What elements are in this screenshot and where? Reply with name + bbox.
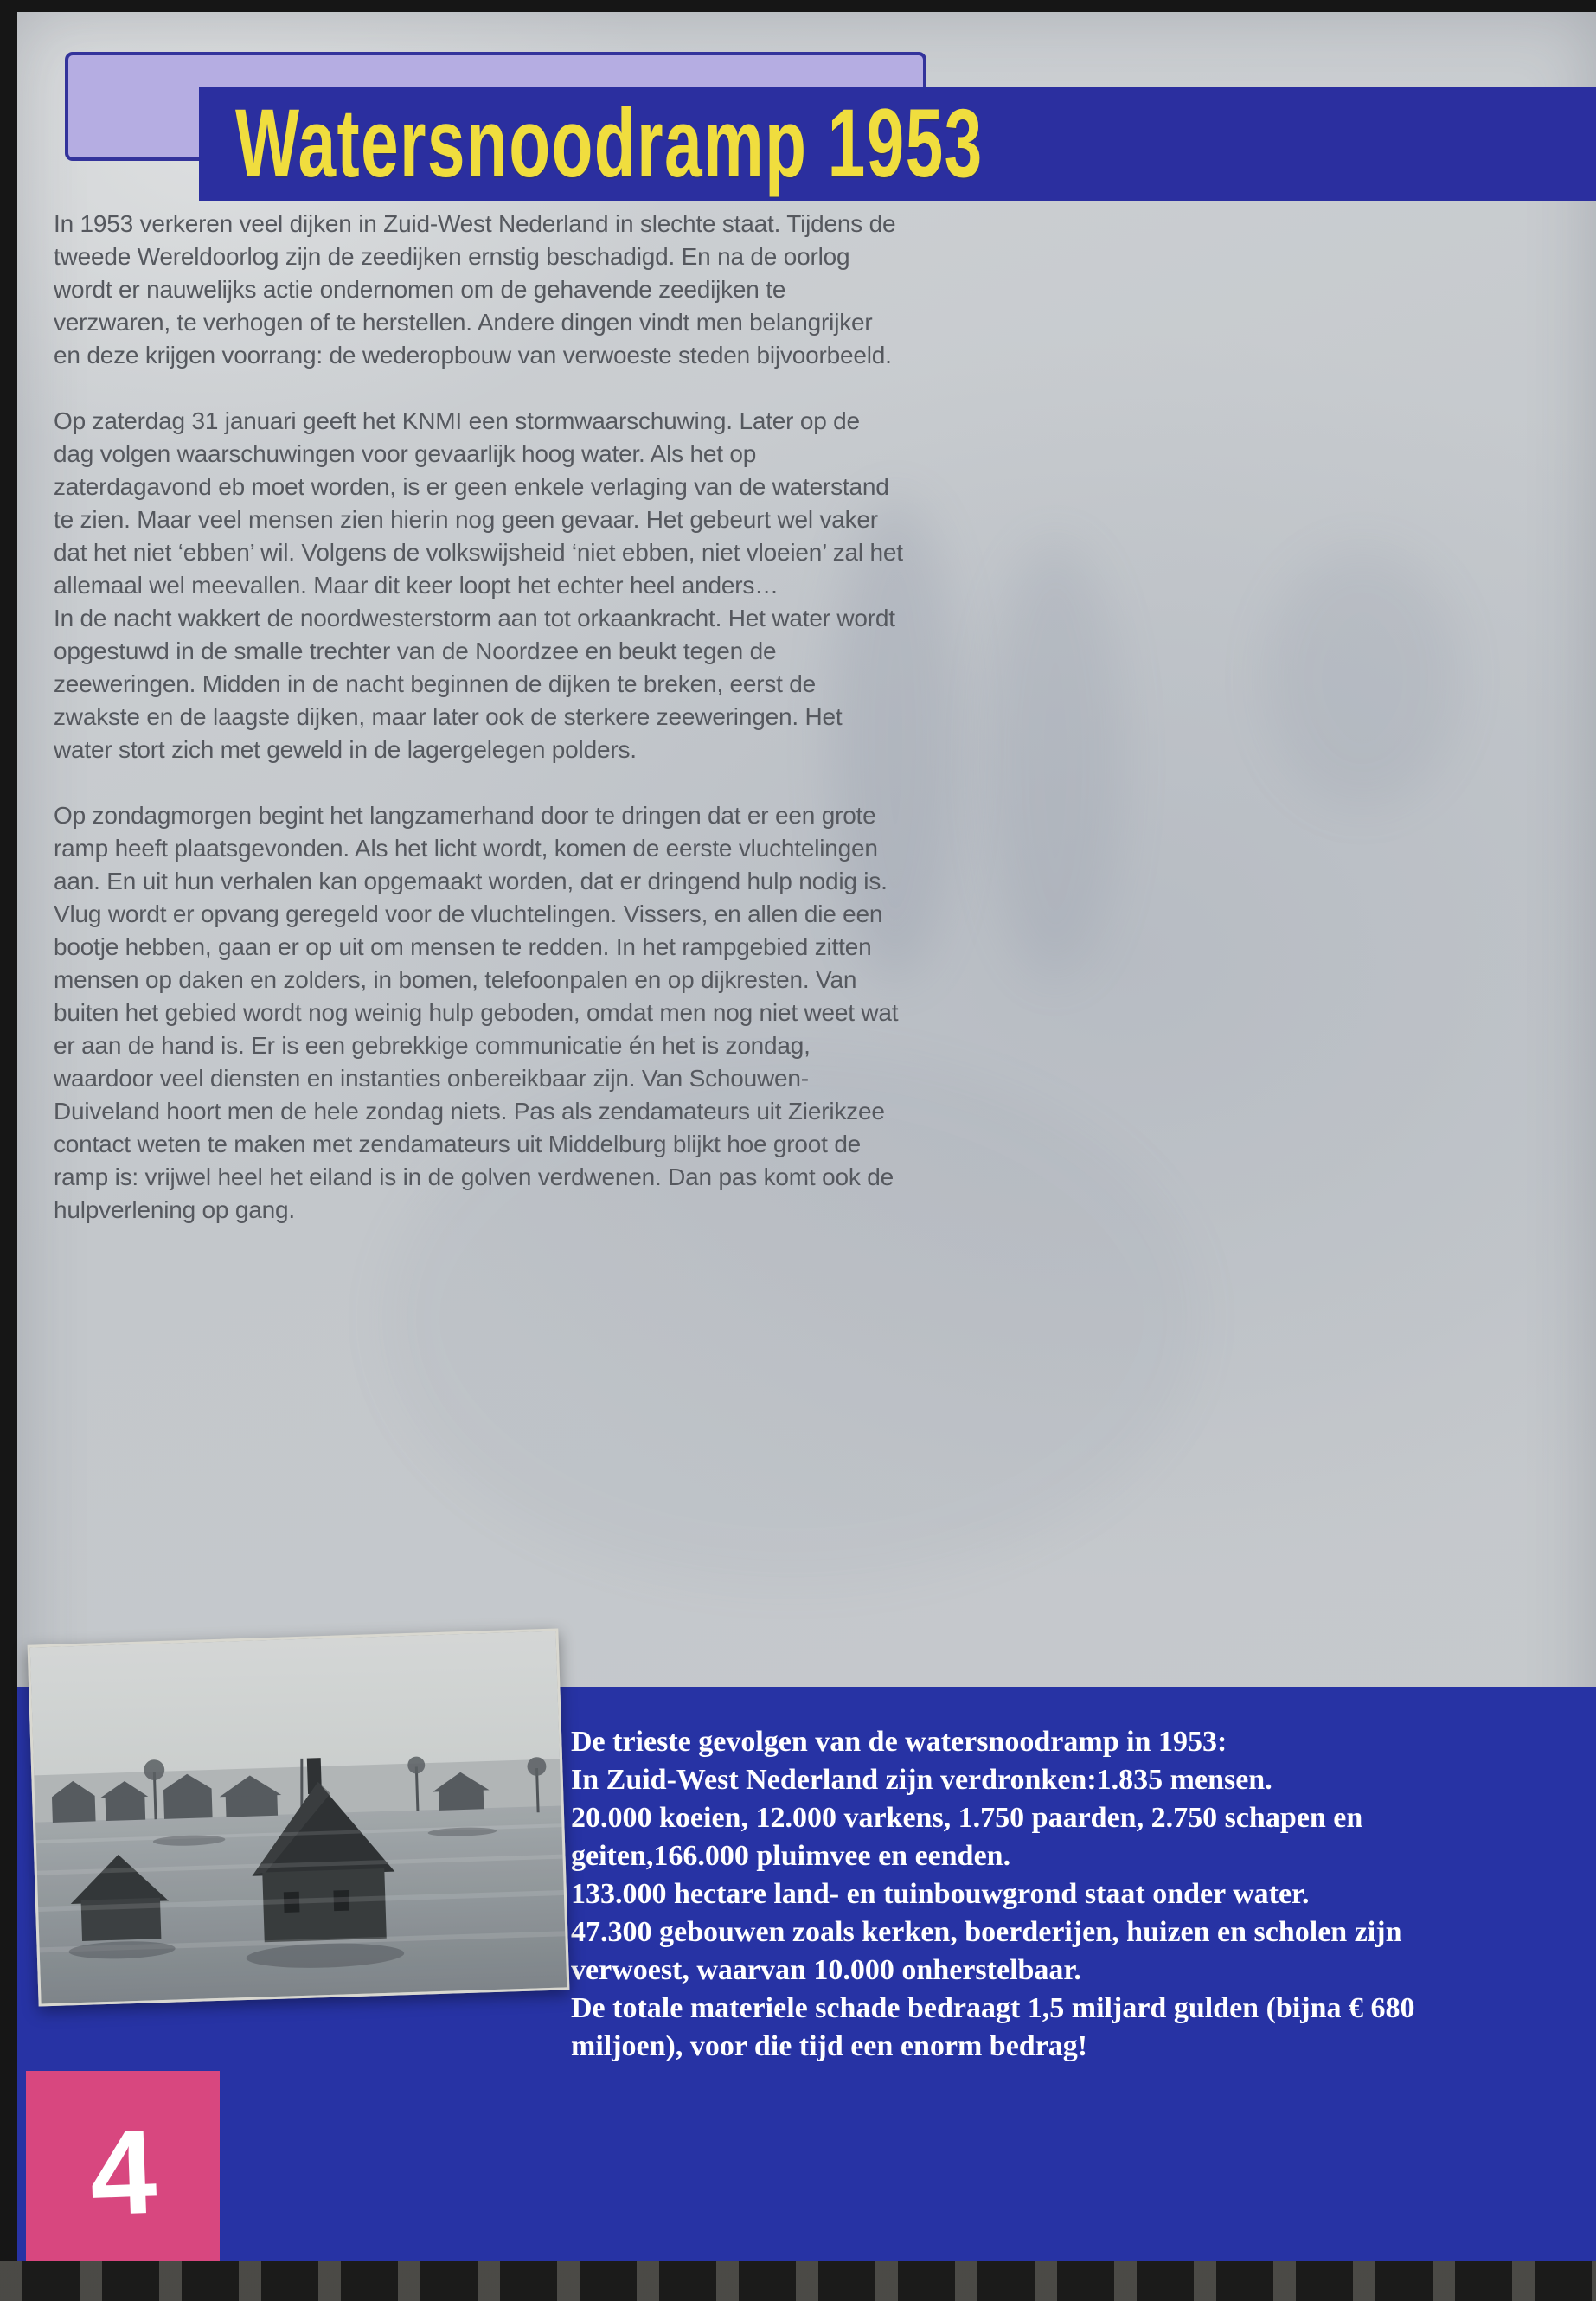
scan-ghost-shape (1263, 548, 1462, 808)
document-page (17, 12, 1596, 2261)
photo-tone-overlay (30, 1631, 567, 2004)
paragraph-intro: In 1953 verkeren veel dijken in Zuid-West Nederland in slechte staat. Tijdens de tweede Wereldoorlog zijn de zeedijken ernstig beschadigd. En na de oorlog wordt er nauwelijks actie ondernomen om de gehavende zeedijken te verzwaren, te verhogen of te herstellen. Andere dingen vindt men belangrijker en deze krijgen voorrang: de wederopbouw van verwoeste steden bijvoorbeeld. (54, 210, 896, 369)
scan-bottom-strip (0, 2261, 1596, 2301)
stats-text (571, 1723, 1522, 2066)
paragraph-storm-warning: Op zaterdag 31 januari geeft het KNMI een stormwaarschuwing. Later op de dag volgen waarschuwingen voor gevaarlijk hoog water. Als het op zaterdagavond eb moet worden, is er geen enkele verlaging van de waterstand te zien. Maar veel mensen zien hierin nog geen gevaar. Het gebeurt wel vaker dat het niet ‘ebben’ wil. Volgens de volkswijsheid ‘niet ebben, niet vloeien’ zal het allemaal wel meevallen. Maar dit keer loopt het echter heel anders… (54, 407, 903, 599)
stats-line: De trieste gevolgen van de watersnoodramp in 1953: (571, 1726, 1227, 1758)
stats-line: In Zuid-West Nederland zijn verdronken:1.835 mensen. (571, 1764, 1272, 1796)
paragraph-night-storm: In de nacht wakkert de noordwesterstorm aan tot orkaankracht. Het water wordt opgestuwd in de smalle trechter van de Noordzee en beukt tegen de zeeweringen. Midden in de nacht beginnen de dijken te breken, eerst de zwakste en de laagste dijken, maar later ook de sterkere zeeweringen. Het water stort zich met geweld in de lagergelegen polders. (54, 605, 895, 763)
stats-line: 133.000 hectare land- en tuinbouwgrond staat onder water. (571, 1878, 1310, 1910)
stats-line: De totale materiele schade bedraagt 1,5 miljard gulden (bijna € 680 miljoen), voor die tijd een enorm bedrag! (571, 1992, 1415, 2062)
scan-ghost-shape (986, 540, 1125, 981)
page-number-box (26, 2071, 220, 2265)
flood-photo-illustration (30, 1631, 567, 2004)
flood-photo (28, 1628, 570, 2006)
stats-line: 20.000 koeien, 12.000 varkens, 1.750 paarden, 2.750 schapen en geiten,166.000 pluimvee en eenden. (571, 1802, 1363, 1872)
page-number: 4 (87, 2105, 159, 2241)
banner-blue-bar (199, 87, 1596, 201)
article-body (54, 208, 903, 1227)
paragraph-sunday-morning: Op zondagmorgen begint het langzamerhand door te dringen dat er een grote ramp heeft plaatsgevonden. Als het licht wordt, komen de eerste vluchtelingen aan. En uit hun verhalen kan opgemaakt worden, dat er dringend hulp nodig is. Vlug wordt er opvang geregeld voor de vluchtelingen. Vissers, en allen die een bootje hebben, gaan er op uit om mensen te redden. In het rampgebied zitten mensen op daken en zolders, in bomen, telefoonpalen en op dijkresten. Van buiten het gebied wordt nog weinig hulp geboden, omdat men nog niet weet wat er aan de hand is. Er is een gebrekkige communicatie én het is zondag, waardoor veel diensten en instanties onbereikbaar zijn. Van Schouwen-Duiveland hoort men de hele zondag niets. Pas als zendamateurs uit Zierikzee contact weten te maken met zendamateurs uit Middelburg blijkt hoe groot de ramp is: vrijwel heel het eiland is in de golven verdwenen. Dan pas komt ook de hulpverlening op gang. (54, 802, 899, 1223)
page-title: Watersnoodramp 1953 (235, 89, 984, 197)
stats-line: 47.300 gebouwen zoals kerken, boerderijen, huizen en scholen zijn verwoest, waarvan 10.000 onherstelbaar. (571, 1916, 1402, 1986)
